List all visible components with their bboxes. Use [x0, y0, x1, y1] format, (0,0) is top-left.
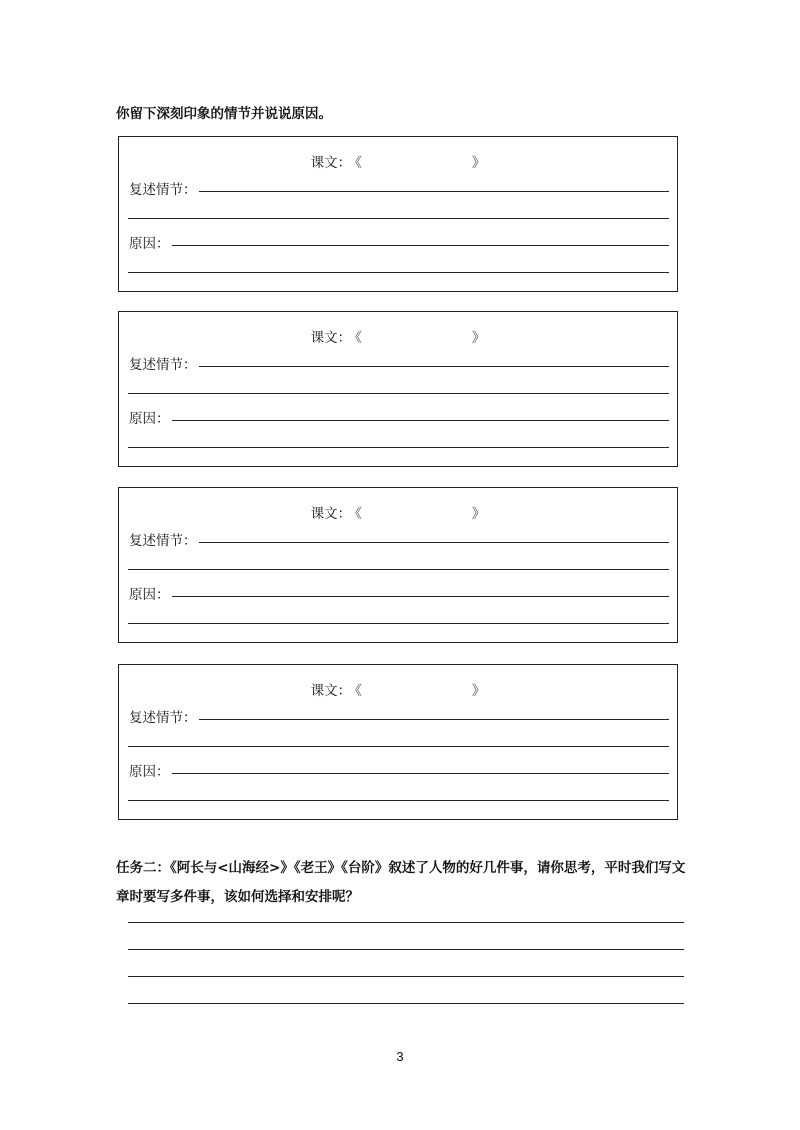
task-two-question: 任务二：《阿长与<山海经>》《老王》《台阶》叙述了人物的好几件事，请你思考，平时我们写文章时要写多件事，该如何选择和安排呢？ [116, 860, 686, 905]
retell-label: 复述情节： [129, 710, 197, 726]
lesson-title-row [119, 502, 677, 522]
retell-answer-line[interactable] [199, 719, 669, 720]
task-answer-line[interactable] [128, 922, 684, 923]
instruction-text: 你留下深刻印象的情节并说说原因。 [116, 106, 332, 122]
reason-label: 原因： [129, 587, 170, 603]
retell-label: 复述情节： [129, 182, 197, 198]
reason-answer-line[interactable] [172, 773, 669, 774]
retell-answer-line-2[interactable] [128, 746, 669, 747]
lesson-card [118, 136, 678, 292]
retell-answer-line[interactable] [199, 366, 669, 367]
reason-answer-line[interactable] [172, 245, 669, 246]
reason-label: 原因： [129, 764, 170, 780]
page-number: 3 [396, 1049, 404, 1064]
lesson-title-row [119, 151, 677, 171]
title-open-mark: 《 [355, 683, 362, 699]
reason-answer-line-2[interactable] [128, 272, 669, 273]
reason-answer-line[interactable] [172, 420, 669, 421]
reason-answer-line-2[interactable] [128, 800, 669, 801]
lesson-title-row [119, 679, 677, 699]
lesson-label: 课文： [310, 330, 352, 346]
lesson-label: 课文： [310, 506, 352, 522]
retell-answer-line-2[interactable] [128, 218, 669, 219]
task-answer-line[interactable] [128, 1003, 684, 1004]
reason-answer-line-2[interactable] [128, 447, 669, 448]
retell-label: 复述情节： [129, 357, 197, 373]
lesson-label: 课文： [310, 683, 352, 699]
task-answer-line[interactable] [128, 976, 684, 977]
lesson-card [118, 311, 678, 467]
retell-label: 复述情节： [129, 533, 197, 549]
retell-answer-line[interactable] [199, 542, 669, 543]
title-close-mark: 》 [471, 155, 486, 171]
lesson-card [118, 664, 678, 820]
lesson-title-row [119, 326, 677, 346]
title-open-mark: 《 [355, 155, 362, 171]
retell-answer-line[interactable] [199, 191, 669, 192]
reason-label: 原因： [129, 236, 170, 252]
title-close-mark: 》 [471, 506, 486, 522]
reason-answer-line-2[interactable] [128, 623, 669, 624]
lesson-label: 课文： [310, 155, 352, 171]
retell-answer-line-2[interactable] [128, 569, 669, 570]
retell-answer-line-2[interactable] [128, 393, 669, 394]
reason-label: 原因： [129, 411, 170, 427]
task-answer-line[interactable] [128, 949, 684, 950]
lesson-card [118, 487, 678, 643]
title-open-mark: 《 [355, 330, 362, 346]
title-open-mark: 《 [355, 506, 362, 522]
reason-answer-line[interactable] [172, 596, 669, 597]
title-close-mark: 》 [471, 683, 486, 699]
title-close-mark: 》 [471, 330, 486, 346]
